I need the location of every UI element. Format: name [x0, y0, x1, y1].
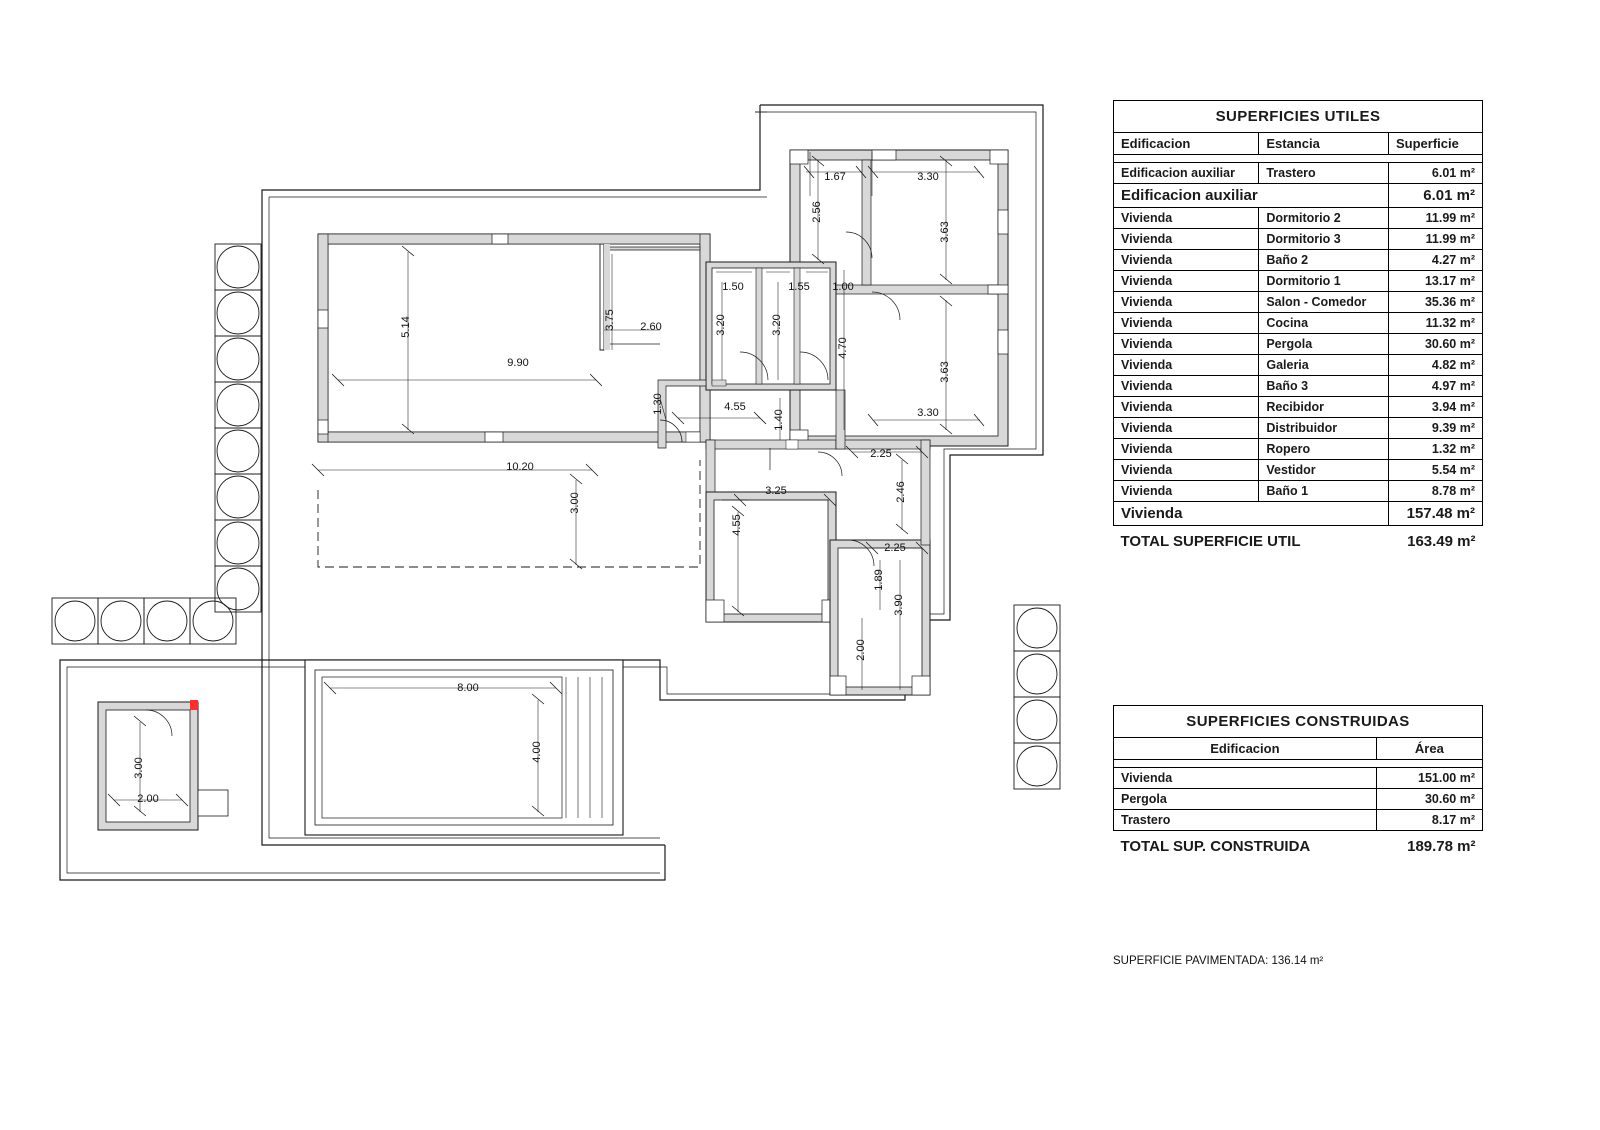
- cell-superficie: 8.78 m²: [1388, 481, 1482, 502]
- total-construida-label: TOTAL SUP. CONSTRUIDA: [1120, 838, 1311, 855]
- cell-edificacion: Vivienda: [1114, 313, 1259, 334]
- cell-estancia: Baño 2: [1259, 250, 1389, 271]
- subtotal-viv-value: 157.48 m²: [1388, 502, 1482, 526]
- table-row: [1114, 271, 1483, 292]
- utiles-title: SUPERFICIES UTILES: [1114, 101, 1483, 133]
- cell-estancia: Dormitorio 3: [1259, 229, 1389, 250]
- dim-1.40: 1.40: [773, 409, 785, 431]
- cell-superficie: 13.17 m²: [1388, 271, 1482, 292]
- dim-3.75: 3.75: [604, 309, 616, 331]
- cell-estancia: Vestidor: [1259, 460, 1389, 481]
- cell-superficie: 11.99 m²: [1388, 229, 1482, 250]
- dim-10.20: 10.20: [506, 461, 534, 473]
- cell-estancia: Baño 3: [1259, 376, 1389, 397]
- cell-edificacion: Vivienda: [1114, 460, 1259, 481]
- cell-estancia: Distribuidor: [1259, 418, 1389, 439]
- table-row: [1114, 810, 1483, 831]
- table-row: [1114, 355, 1483, 376]
- dim-2.25-b: 2.25: [884, 542, 906, 554]
- dim-3.63-upper: 3.63: [939, 221, 951, 243]
- dim-4.55-top: 4.55: [724, 401, 746, 413]
- dim-5.14: 5.14: [400, 316, 412, 338]
- cell-edificacion: Vivienda: [1114, 376, 1259, 397]
- cell-area: 8.17 m²: [1376, 810, 1482, 831]
- dim-4.00: 4.00: [531, 741, 543, 763]
- cell-edificacion: Vivienda: [1114, 208, 1259, 229]
- dim-3.20-b: 3.20: [771, 314, 783, 336]
- table-row: [1114, 292, 1483, 313]
- cell-edificacion: Vivienda: [1114, 229, 1259, 250]
- cell-estancia: Cocina: [1259, 313, 1389, 334]
- dim-1.00: 1.00: [832, 281, 854, 293]
- dim-3.63-lower: 3.63: [939, 361, 951, 383]
- dim-3.30-bottom: 3.30: [917, 407, 939, 419]
- dim-2.56: 2.56: [811, 201, 823, 223]
- cell-edificacion: Vivienda: [1114, 397, 1259, 418]
- dim-2.00-room: 2.00: [855, 639, 867, 661]
- cell-edificacion: Vivienda: [1114, 768, 1377, 789]
- cell-superficie: 11.99 m²: [1388, 208, 1482, 229]
- cell-estancia: Dormitorio 2: [1259, 208, 1389, 229]
- cell-estancia: Galeria: [1259, 355, 1389, 376]
- table-row: [1114, 376, 1483, 397]
- table-row: [1114, 313, 1483, 334]
- cell-superficie: 3.94 m²: [1388, 397, 1482, 418]
- cell-edificacion: Vivienda: [1114, 481, 1259, 502]
- dim-3.00-pergola: 3.00: [569, 492, 581, 514]
- dim-3.00-trastero: 3.00: [133, 757, 145, 779]
- subtotal-viv-label: Vivienda: [1114, 502, 1389, 526]
- dim-1.67: 1.67: [824, 171, 846, 183]
- table-row: [1114, 418, 1483, 439]
- cell-estancia: Trastero: [1259, 163, 1389, 184]
- cell-superficie: 6.01 m²: [1388, 163, 1482, 184]
- cell-edificacion: Vivienda: [1114, 334, 1259, 355]
- total-construida-value: 189.78 m²: [1407, 838, 1476, 855]
- utiles-header-edificacion: Edificacion: [1114, 133, 1259, 155]
- dim-1.89: 1.89: [873, 569, 885, 591]
- cell-estancia: Pergola: [1259, 334, 1389, 355]
- subtotal-row-auxiliar: [1114, 184, 1483, 208]
- cell-estancia: Recibidor: [1259, 397, 1389, 418]
- table-row: [1114, 460, 1483, 481]
- cell-superficie: 4.27 m²: [1388, 250, 1482, 271]
- table-row: [1114, 208, 1483, 229]
- superficies-construidas-table: [1113, 705, 1483, 858]
- dim-1.50: 1.50: [722, 281, 744, 293]
- dim-3.90: 3.90: [893, 594, 905, 616]
- dim-1.30: 1.30: [652, 393, 664, 415]
- table-row: [1114, 229, 1483, 250]
- subtotal-aux-label: Edificacion auxiliar: [1114, 184, 1389, 208]
- cell-edificacion: Trastero: [1114, 810, 1377, 831]
- table-row: [1114, 789, 1483, 810]
- dim-8.00: 8.00: [457, 682, 479, 694]
- cell-edificacion: Vivienda: [1114, 439, 1259, 460]
- cell-edificacion: Vivienda: [1114, 271, 1259, 292]
- cell-estancia: Dormitorio 1: [1259, 271, 1389, 292]
- cell-estancia: Ropero: [1259, 439, 1389, 460]
- table-row: [1114, 397, 1483, 418]
- dim-4.70: 4.70: [837, 337, 849, 359]
- utiles-header-estancia: Estancia: [1259, 133, 1389, 155]
- dim-2.00-trastero: 2.00: [137, 793, 159, 805]
- table-row: [1114, 334, 1483, 355]
- total-util-label: TOTAL SUPERFICIE UTIL: [1120, 533, 1301, 550]
- total-util-value: 163.49 m²: [1407, 533, 1476, 550]
- cell-superficie: 5.54 m²: [1388, 460, 1482, 481]
- construidas-header-edificacion: Edificacion: [1114, 738, 1377, 760]
- dim-2.60: 2.60: [640, 321, 662, 333]
- dim-3.25: 3.25: [765, 485, 787, 497]
- dim-3.30-top: 3.30: [917, 171, 939, 183]
- cell-superficie: 11.32 m²: [1388, 313, 1482, 334]
- construidas-title: SUPERFICIES CONSTRUIDAS: [1114, 706, 1483, 738]
- subtotal-row-vivienda: [1114, 502, 1483, 526]
- cell-estancia: Baño 1: [1259, 481, 1389, 502]
- dim-3.20-a: 3.20: [715, 314, 727, 336]
- cell-superficie: 4.97 m²: [1388, 376, 1482, 397]
- cell-superficie: 4.82 m²: [1388, 355, 1482, 376]
- cell-edificacion: Vivienda: [1114, 355, 1259, 376]
- dim-9.90: 9.90: [507, 357, 529, 369]
- table-row: [1114, 768, 1483, 789]
- cell-area: 151.00 m²: [1376, 768, 1482, 789]
- cell-area: 30.60 m²: [1376, 789, 1482, 810]
- construidas-header-area: Área: [1376, 738, 1482, 760]
- table-row: [1114, 481, 1483, 502]
- dim-4.55-lower: 4.55: [731, 514, 743, 536]
- dim-2.25-a: 2.25: [870, 448, 892, 460]
- superficie-pavimentada-note: SUPERFICIE PAVIMENTADA: 136.14 m²: [1113, 955, 1324, 967]
- table-row: [1114, 163, 1483, 184]
- subtotal-aux-value: 6.01 m²: [1388, 184, 1482, 208]
- table-row: [1114, 250, 1483, 271]
- cell-edificacion: Pergola: [1114, 789, 1377, 810]
- cell-superficie: 1.32 m²: [1388, 439, 1482, 460]
- cell-edificacion: Edificacion auxiliar: [1114, 163, 1259, 184]
- total-row-util: [1114, 526, 1483, 554]
- cell-superficie: 35.36 m²: [1388, 292, 1482, 313]
- cell-superficie: 30.60 m²: [1388, 334, 1482, 355]
- cell-edificacion: Vivienda: [1114, 418, 1259, 439]
- cell-estancia: Salon - Comedor: [1259, 292, 1389, 313]
- utiles-header-superficie: Superficie: [1388, 133, 1482, 155]
- dim-2.46: 2.46: [895, 481, 907, 503]
- table-row: [1114, 439, 1483, 460]
- dim-1.55: 1.55: [788, 281, 810, 293]
- cell-superficie: 9.39 m²: [1388, 418, 1482, 439]
- cell-edificacion: Vivienda: [1114, 292, 1259, 313]
- total-row-construida: [1114, 831, 1483, 859]
- cell-edificacion: Vivienda: [1114, 250, 1259, 271]
- superficies-utiles-table: [1113, 100, 1483, 553]
